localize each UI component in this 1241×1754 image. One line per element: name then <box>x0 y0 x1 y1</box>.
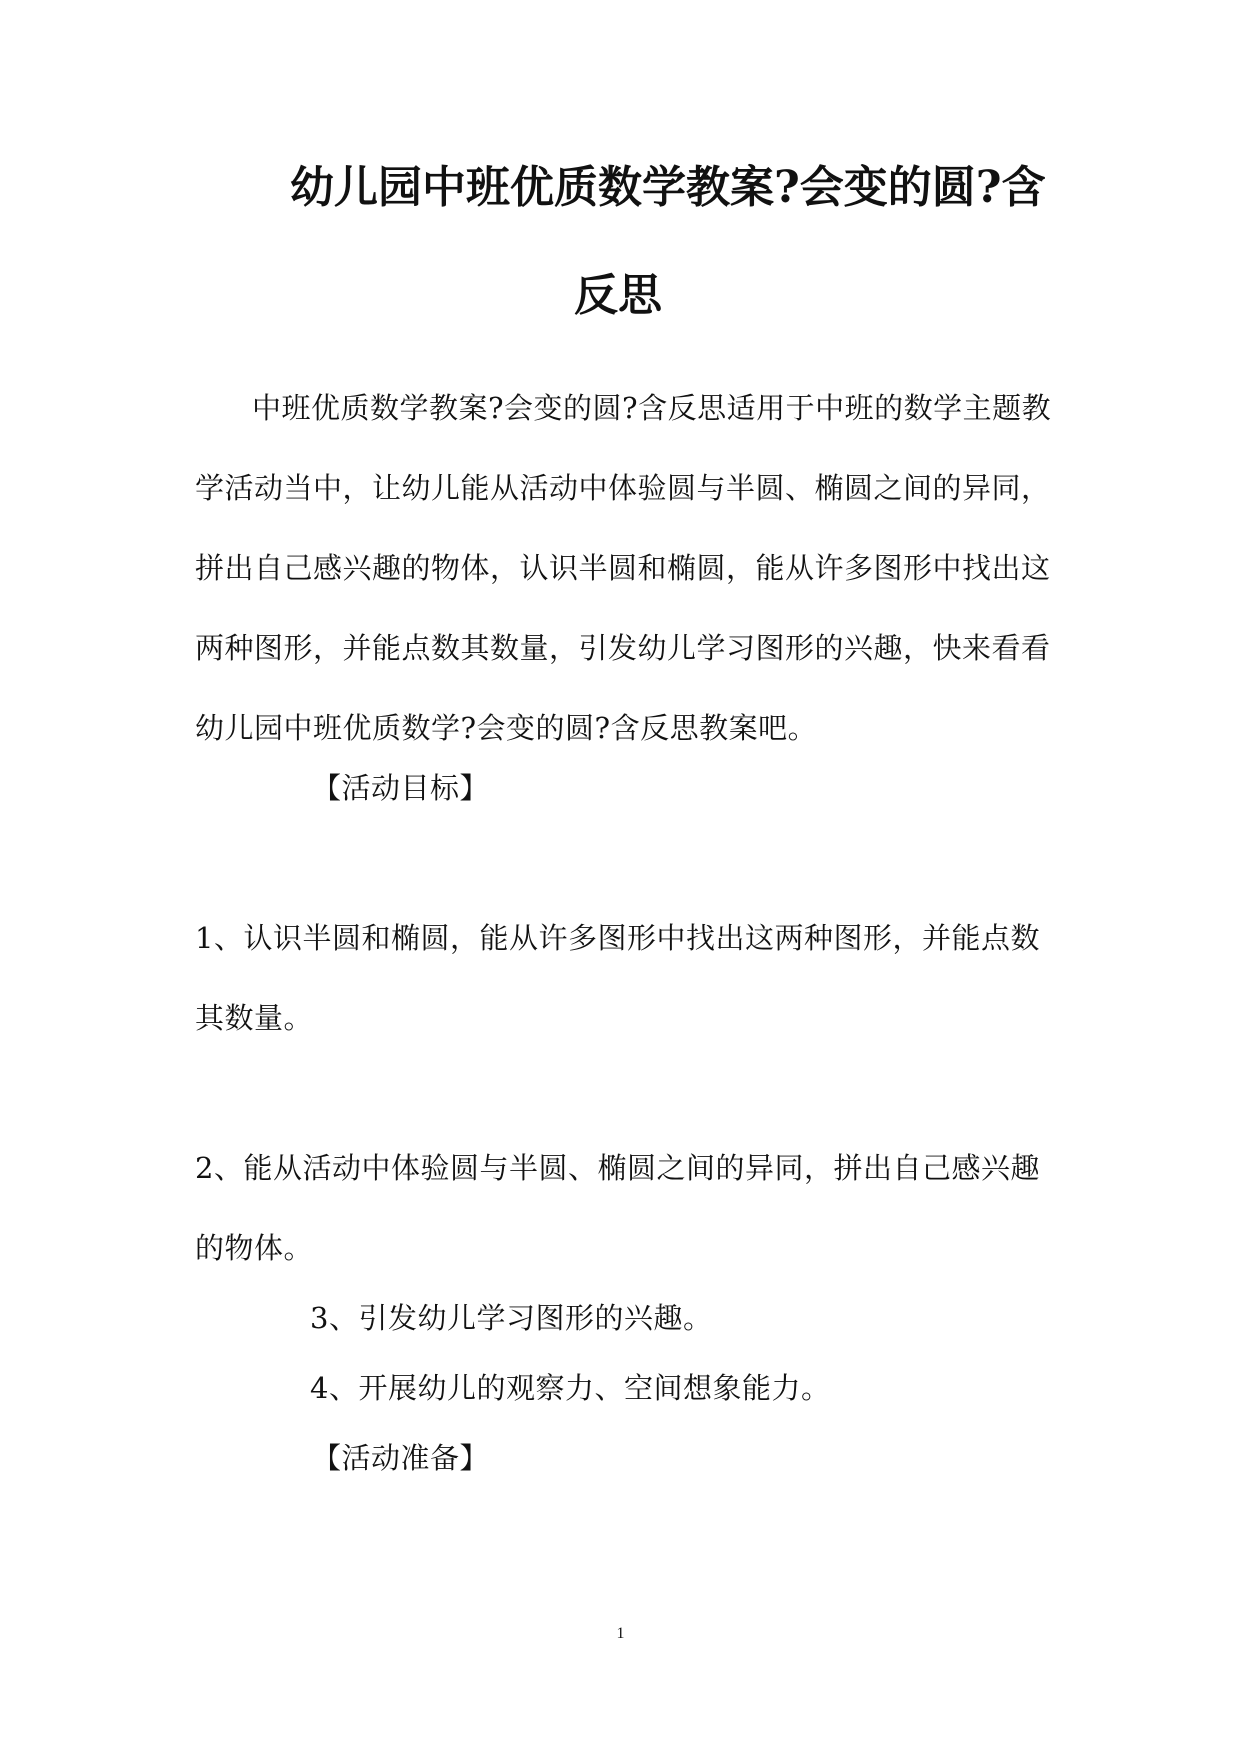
goal-1-line-1: 1、认识半圆和椭圆，能从许多图形中找出这两种图形，并能点数 <box>195 921 1040 955</box>
intro-line-1: 中班优质数学教案?会变的圆?含反思适用于中班的数学主题教 <box>252 391 1052 425</box>
intro-line-5: 幼儿园中班优质数学?会变的圆?含反思教案吧。 <box>195 711 818 745</box>
goal-4: 4、开展幼儿的观察力、空间想象能力。 <box>310 1371 831 1405</box>
section-heading-goals: 【活动目标】 <box>312 771 490 805</box>
goal-3: 3、引发幼儿学习图形的兴趣。 <box>310 1301 713 1335</box>
intro-line-4: 两种图形，并能点数其数量，引发幼儿学习图形的兴趣，快来看看 <box>195 631 1051 665</box>
goal-1-line-2: 其数量。 <box>195 1001 314 1035</box>
page-number: 1 <box>616 1625 625 1642</box>
intro-line-3: 拼出自己感兴趣的物体，认识半圆和椭圆，能从许多图形中找出这 <box>195 551 1051 585</box>
goal-2-line-2: 的物体。 <box>195 1231 314 1265</box>
intro-line-2: 学活动当中，让幼儿能从活动中体验圆与半圆、椭圆之间的异同， <box>195 471 1051 505</box>
document-title-line-2: 反思 <box>574 270 662 321</box>
section-heading-preparation: 【活动准备】 <box>312 1441 490 1475</box>
goal-2-line-1: 2、能从活动中体验圆与半圆、椭圆之间的异同，拼出自己感兴趣 <box>195 1151 1040 1185</box>
document-title-line-1: 幼儿园中班优质数学教案?会变的圆?含 <box>290 162 1046 213</box>
